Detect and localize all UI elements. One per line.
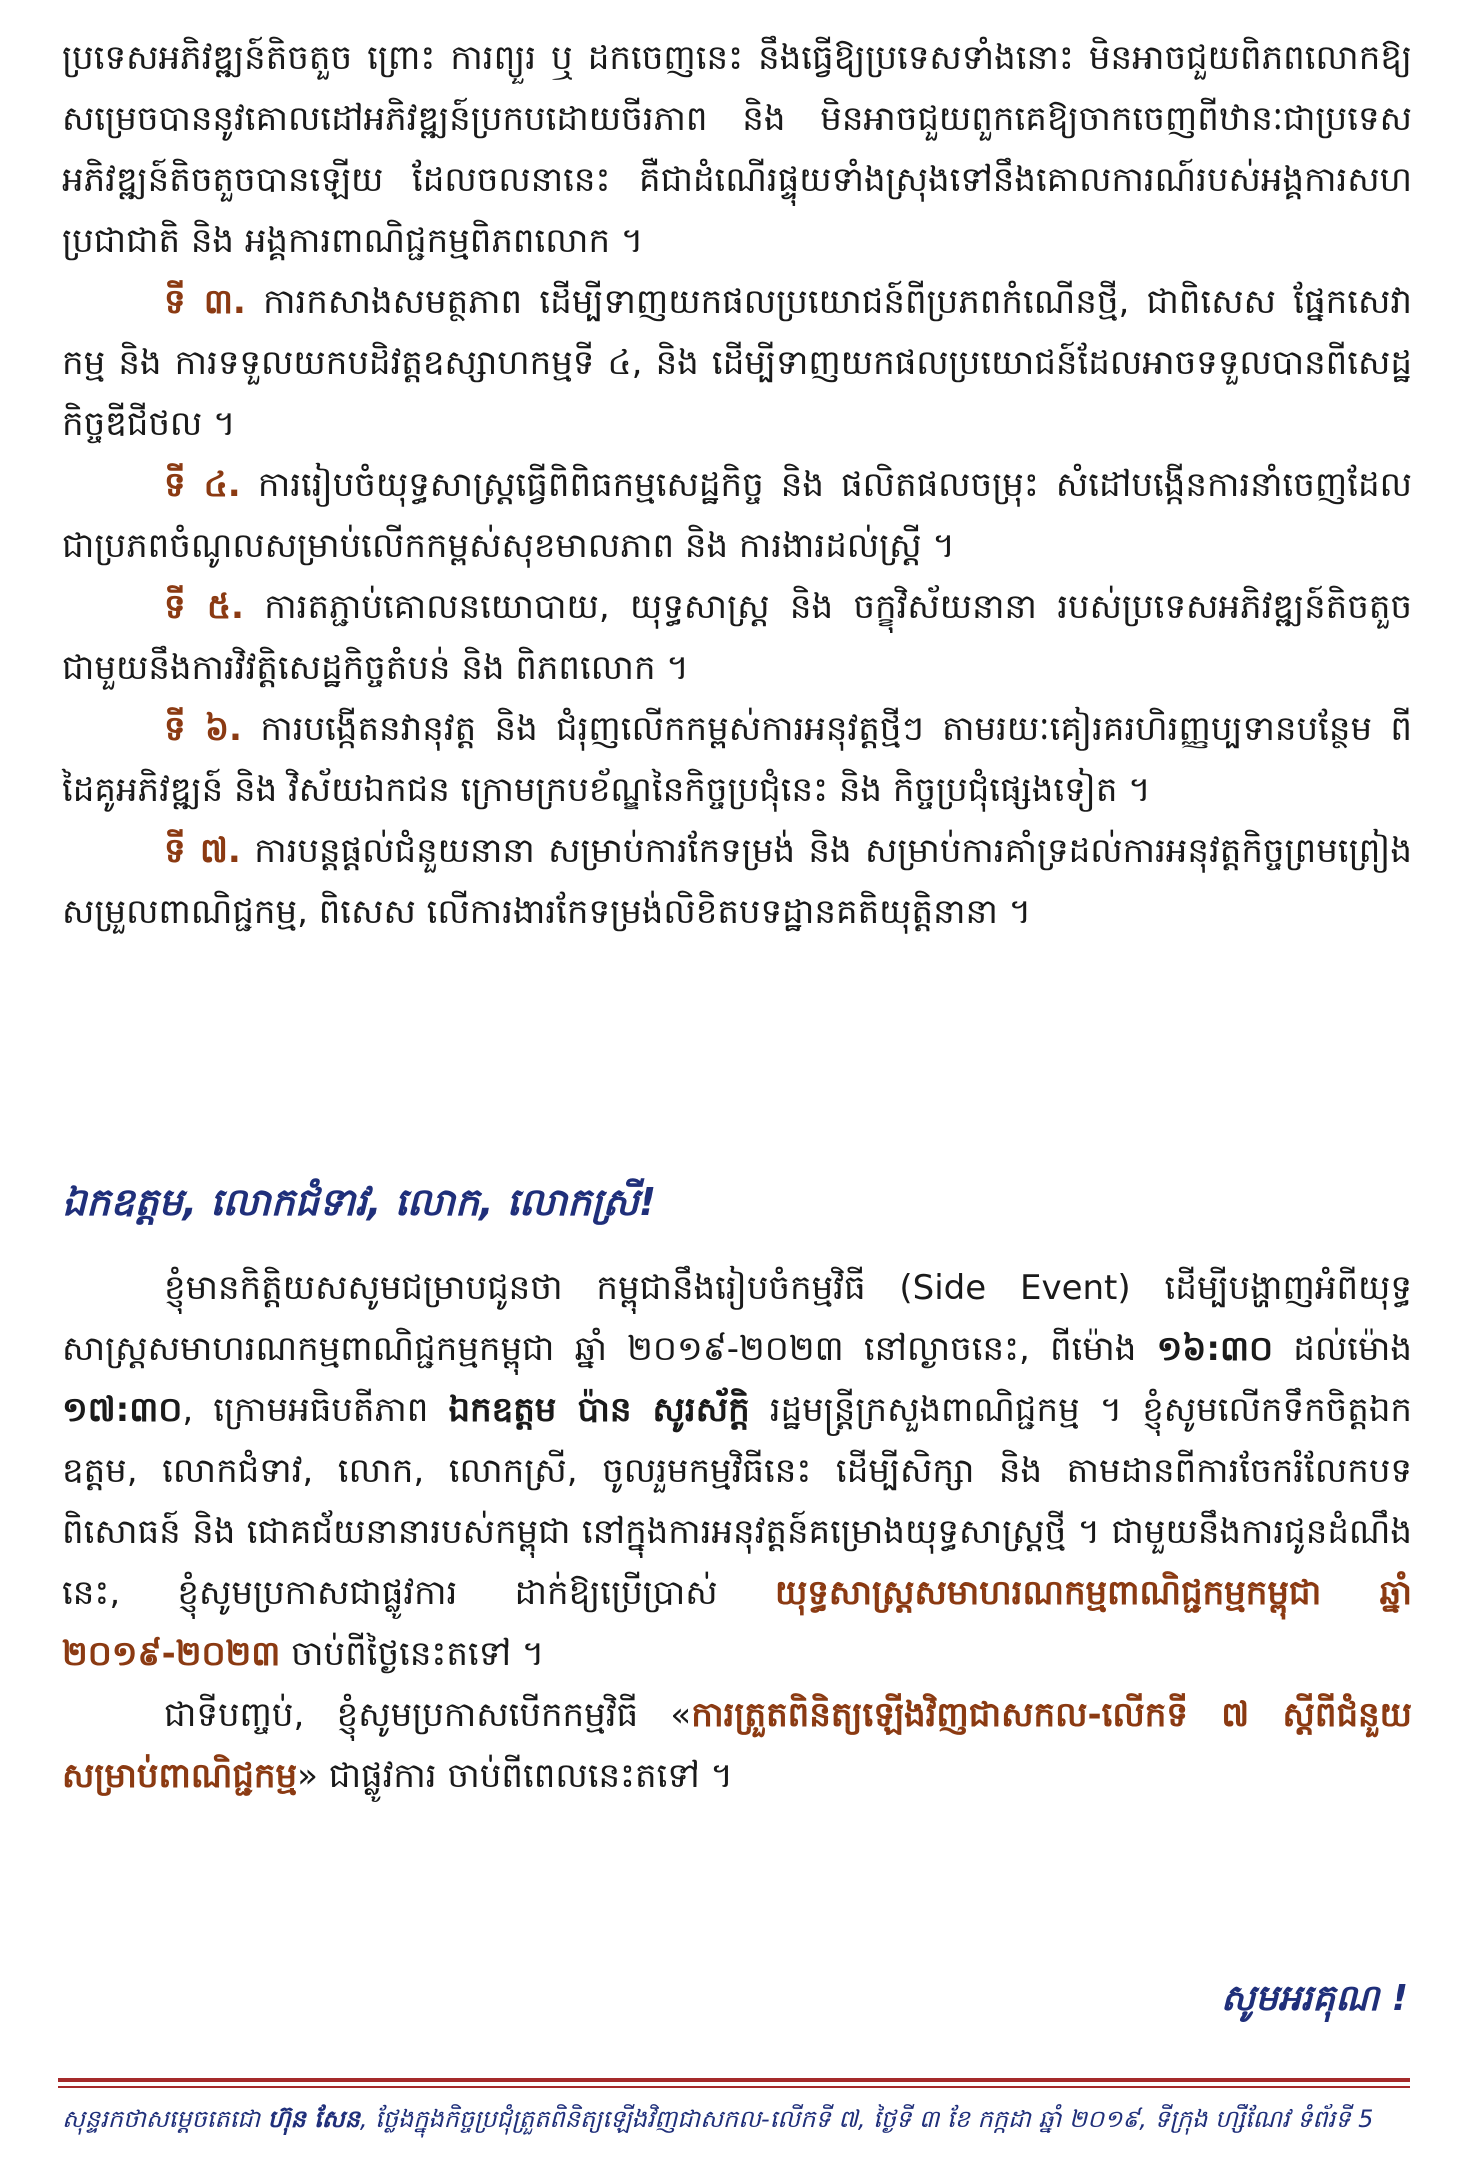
paragraph-text: , ក្រោមអធិបតីភាព [182, 1390, 449, 1430]
footer-text: សុន្ទរកថាសម្តេចតេជោ [62, 2105, 268, 2133]
item-text-5: ការតភ្ជាប់គោលនយោបាយ, យុទ្ធសាស្ត្រ និង ចក្ខុវិស័យនានា របស់ប្រទេសអភិវឌ្ឍន៍តិចតួចជាមួយនឹងការវិវត្តិសេដ្ឋកិច្ចតំបន់ និង ពិភពលោក ។ [62, 587, 1412, 688]
strategy-title: យុទ្ធសាស្ត្រសមាហរណកម្មពាណិជ្ជកម្មកម្ពុជា ឆ្នាំ ២០១៩-២០២៣ [62, 1573, 1412, 1674]
paragraph-text: រដ្ឋមន្ត្រីក្រសួងពាណិជ្ជកម្ម ។ ខ្ញុំសូមលើកទឹកចិត្តឯកឧត្តម, លោកជំទាវ, លោក, លោកស្រី, ចូលរួមកម្មវិធីនេះ ដើម្បីសិក្សា និង តាមដានពីការចែករំលែកបទពិសោធន៍ និង ជោគជ័យនានារបស់កម្ពុជា នៅក្នុងការអនុវត្តន៍គម្រោងយុទ្ធសាស្ត្រថ្មី ។ ជាមួយនឹងការជូនដំណឹងនេះ, ខ្ញុំសូមប្រកាសជាផ្លូវការ ដាក់ឱ្យប្រើប្រាស់ [62, 1390, 1412, 1613]
objective-item-5 [62, 577, 1412, 699]
objective-item-6 [62, 699, 1412, 821]
item-number-5: ទី ៥. [164, 587, 244, 627]
item-number-6: ទី ៦. [164, 709, 242, 749]
footer-divider-thin [58, 2086, 1410, 2088]
item-text-4: ការរៀបចំយុទ្ធសាស្ត្រធ្វើពិពិធកម្មសេដ្ឋកិច្ច និង ផលិតផលចម្រុះ សំដៅបង្កើនការនាំចេញដែលជាប្រភពចំណូលសម្រាប់លើកកម្ពស់សុខមាលភាព និង ការងារដល់ស្ត្រី ។ [62, 465, 1412, 566]
opening-declaration-paragraph [62, 1685, 1412, 1807]
paragraph-text: ខ្ញុំមានកិត្តិយសសូមជម្រាបជូនថា កម្ពុជានឹងរៀបចំកម្មវិធី (Side Event) ដើម្បីបង្ហាញអំពីយុទ្ធសាស្ត្រសមាហរណកម្មពាណិជ្ជកម្មកម្ពុជា ឆ្នាំ ២០១៩-២០២៣ នៅល្ងាចនេះ, ពីម៉ោង [62, 1268, 1412, 1369]
thank-you-text: សូមអរគុណ ! [1220, 1978, 1408, 2019]
footer-divider-thick [58, 2078, 1410, 2082]
paragraph-text: ដល់ម៉ោង [1273, 1329, 1412, 1369]
item-text-6: ការបង្កើតនវានុវត្ត និង ជំរុញលើកកម្ពស់ការអនុវត្តថ្មីៗ តាមរយៈគៀរគរហិរញ្ញប្បទានបន្ថែម ពីដៃគូអភិវឌ្ឍន៍ និង វិស័យឯកជន ក្រោមក្របខ័ណ្ឌនៃកិច្ចប្រជុំនេះ និង កិច្ចប្រជុំផ្សេងទៀត ។ [62, 709, 1412, 810]
time-start: ១៦:៣០ [1156, 1329, 1274, 1369]
objective-item-4 [62, 455, 1412, 577]
salutation-heading: ឯកឧត្តម, លោកជំទាវ, លោក, លោកស្រី! [62, 1180, 657, 1224]
footer-speaker-name: ហ៊ុន សែន [267, 2105, 360, 2133]
intro-continuation: ប្រទេសអភិវឌ្ឍន៍តិចតួច ព្រោះ ការព្យួរ ឬ ដកចេញនេះ នឹងធ្វើឱ្យប្រទេសទាំងនោះ មិនអាចជួយពិភពលោកឱ្យសម្រេចបាននូវគោលដៅអភិវឌ្ឍន៍ប្រកបដោយចីរភាព និង មិនអាចជួយពួកគេឱ្យចាកចេញពីឋានៈជាប្រទេសអភិវឌ្ឍន៍តិចតួចបានឡើយ ដែលចលនានេះ គឺជាដំណើរផ្ទុយទាំងស្រុងទៅនឹងគោលការណ៍របស់អង្គការសហប្រជាជាតិ និង អង្គការពាណិជ្ជកម្មពិភពលោក ។ [62, 38, 1412, 261]
item-text-3: ការកសាងសមត្ថភាព ដើម្បីទាញយកផលប្រយោជន៍ពីប្រភពកំណើនថ្មី, ជាពិសេស ផ្នែកសេវាកម្ម និង ការទទួលយកបដិវត្តឧស្សាហកម្មទី ៤, និង ដើម្បីទាញយកផលប្រយោជន៍ដែលអាចទទួលបានពីសេដ្ឋកិច្ចឌីជីថល ។ [62, 282, 1413, 444]
objective-item-3 [62, 272, 1412, 455]
page-footer [62, 2104, 1412, 2139]
minister-name: ឯកឧត្តម ប៉ាន សូរស័ក្តិ [448, 1390, 750, 1430]
item-text-7: ការបន្តផ្តល់ជំនួយនានា សម្រាប់ការកែទម្រង់ និង សម្រាប់ការគាំទ្រដល់ការអនុវត្តកិច្ចព្រមព្រៀងសម្រួលពាណិជ្ជកម្ម, ពិសេស លើការងារកែទម្រង់លិខិតបទដ្ឋានគតិយុត្តិនានា ។ [62, 831, 1412, 932]
item-number-3: ទី ៣. [164, 282, 246, 322]
footer-text: , ថ្លែងក្នុងកិច្ចប្រជុំត្រួតពិនិត្យឡើងវិញជាសកល-លើកទី ៧, ថ្ងៃទី ៣ ខែ កក្កដា ឆ្នាំ ២០១៩, ទីក្រុង ហ្សឺណែវ ទំព័រទី 5 [359, 2105, 1374, 2133]
event-title: ការត្រួតពិនិត្យឡើងវិញជាសកល-លើកទី ៧ ស្តីពីជំនួយសម្រាប់ពាណិជ្ជកម្ម [62, 1695, 1413, 1796]
paragraph-text: ជាទីបញ្ចប់, ខ្ញុំសូមប្រកាសបើកកម្មវិធី « [164, 1695, 692, 1735]
closing-section [62, 1258, 1412, 1807]
paragraph-text: ចាប់ពីថ្ងៃនេះតទៅ ។ [280, 1634, 545, 1674]
time-end: ១៧:៣០ [62, 1390, 183, 1430]
item-number-4: ទី ៤. [164, 465, 241, 505]
objectives-list [62, 28, 1412, 943]
paragraph-text: » ជាផ្លូវការ ចាប់ពីពេលនេះតទៅ ។ [297, 1756, 733, 1796]
side-event-paragraph [62, 1258, 1412, 1685]
objective-item-7 [62, 821, 1412, 943]
item-number-7: ទី ៧. [164, 831, 241, 871]
